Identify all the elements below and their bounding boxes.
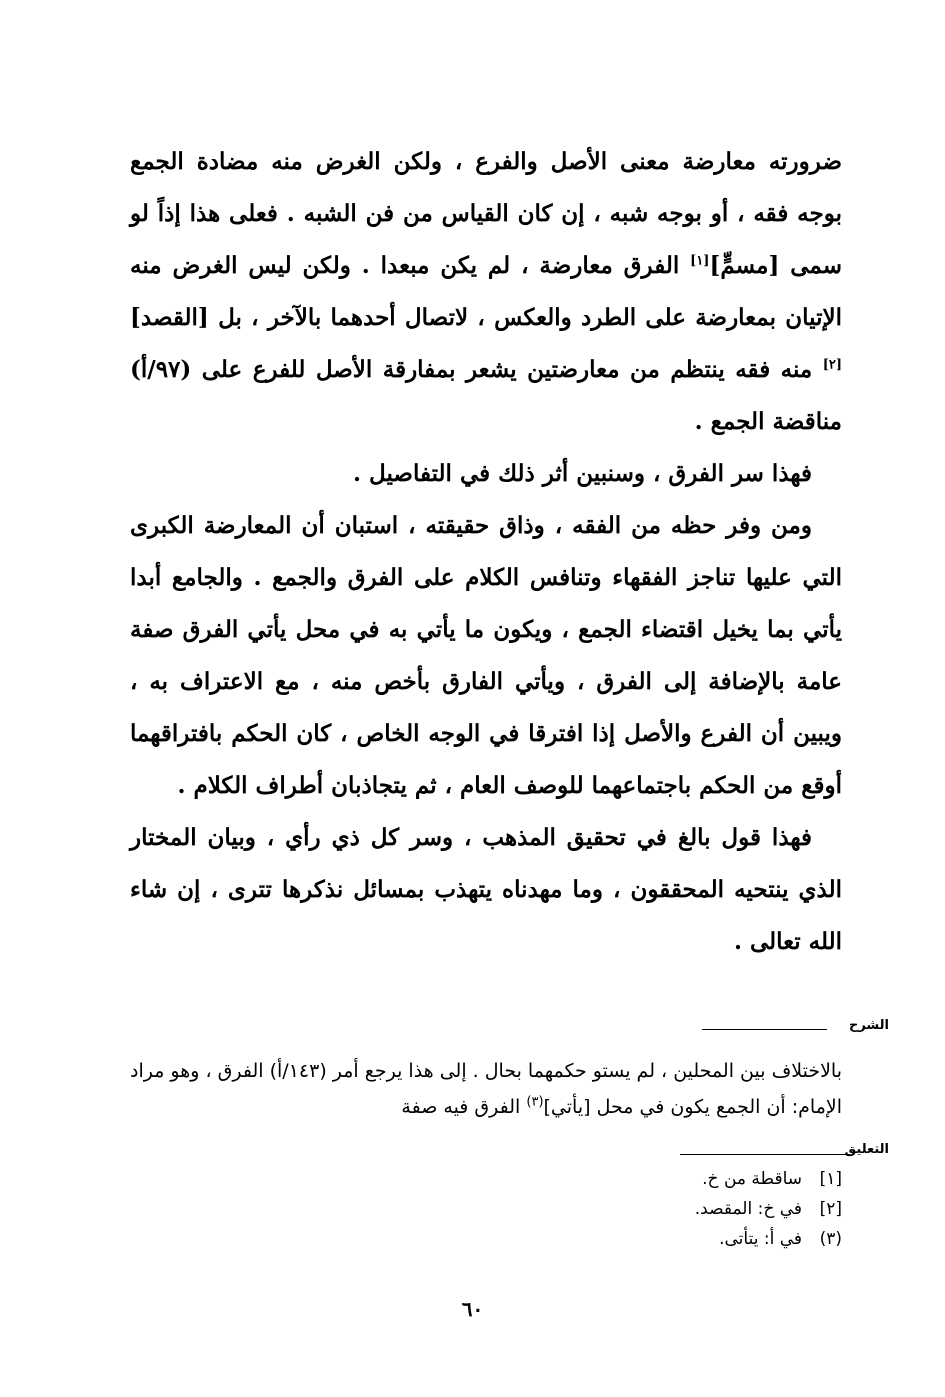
footnote-ref-2: [٢]: [822, 357, 842, 373]
paragraph-1-part-c: منه فقه ينتظم من معارضتين يشعر بمفارقة الأصل للفرع على (٩٧/أ) مناقضة الجمع .: [130, 356, 842, 435]
sharh-text: [130, 1053, 842, 1125]
footnote-text: في خ: المقصد.: [694, 1199, 802, 1219]
paragraph-1: [130, 136, 842, 448]
paragraph-4: فهذا قول بالغ في تحقيق المذهب ، وسر كل ذي رأي ، وبيان المختار الذي ينتحيه المحققون ، وما مهدناه يتهذب بمسائل نذكرها تترى ، إن شاء الله تعالى .: [130, 824, 842, 955]
main-text: [130, 136, 842, 968]
sharh-text-part-a: بالاختلاف بين المحلين ، لم يستو حكمهما بحال . إلى هذا يرجع أمر (١٤٣/أ) الفرق ، وهو مراد الإمام: أن الجمع يكون في محل [يأتي]: [129, 1060, 842, 1118]
footnote-number: [١]: [819, 1169, 842, 1189]
page-number: ٦٠: [461, 1297, 484, 1321]
sharh-text-part-b: الفرق فيه صفة: [401, 1096, 527, 1118]
footnote-text: في أ: يتأتى.: [719, 1229, 802, 1249]
paragraph-1-part-b: الفرق معارضة ، لم يكن مبعدا . ولكن ليس الغرض منه الإتيان بمعارضة على الطرد والعكس ، لاتصال أحدهما بالآخر ، بل [القصد]: [130, 252, 842, 331]
footnote-item: [130, 1164, 842, 1194]
paragraph-1-part-a: ضرورته معارضة معنى الأصل والفرع ، ولكن الغرض منه مضادة الجمع بوجه فقه ، أو بوجه شبه ، إن كان القياس من فن الشبه . فعلى هذا إذاً لو سمى [مسمٍّ]: [130, 148, 842, 279]
footnote-number: [٢]: [819, 1199, 842, 1219]
footnote-number: (٣): [819, 1229, 842, 1249]
footnotes: [130, 1164, 842, 1254]
footnote-text: ساقطة من خ.: [702, 1169, 802, 1189]
taliq-label: التعليق: [844, 1142, 889, 1157]
footnote-ref-1: [١]: [690, 253, 710, 269]
sharh-divider: [702, 1029, 827, 1030]
paragraph-3: ومن وفر حظه من الفقه ، وذاق حقيقته ، استبان أن المعارضة الكبرى التي عليها تناجز الفقهاء وتنافس الكلام على الفرق والجمع . والجامع أبدا يأتي بما يخيل اقتضاء الجمع ، ويكون ما يأتي به في محل يأتي الفرق صفة عامة بالإضافة إلى الفرق ، ويأتي الفارق بأخص منه ، مع الاعتراف به ، ويبين أن الفرع والأصل إذا افترقا في الوجه الخاص ، كان الحكم بافتراقهما أوقع من الحكم باجتماعهما للوصف العام ، ثم يتجاذبان أطراف الكلام .: [130, 512, 842, 799]
footnote-item: [130, 1224, 842, 1254]
footnote-item: [130, 1194, 842, 1224]
taliq-divider: [680, 1154, 850, 1155]
footnote-ref-3: (٣): [526, 1094, 544, 1110]
sharh-label: الشرح: [848, 1018, 889, 1033]
sharh-section: [130, 1053, 842, 1125]
paragraph-2: فهذا سر الفرق ، وسنبين أثر ذلك في التفاصيل .: [353, 460, 812, 487]
